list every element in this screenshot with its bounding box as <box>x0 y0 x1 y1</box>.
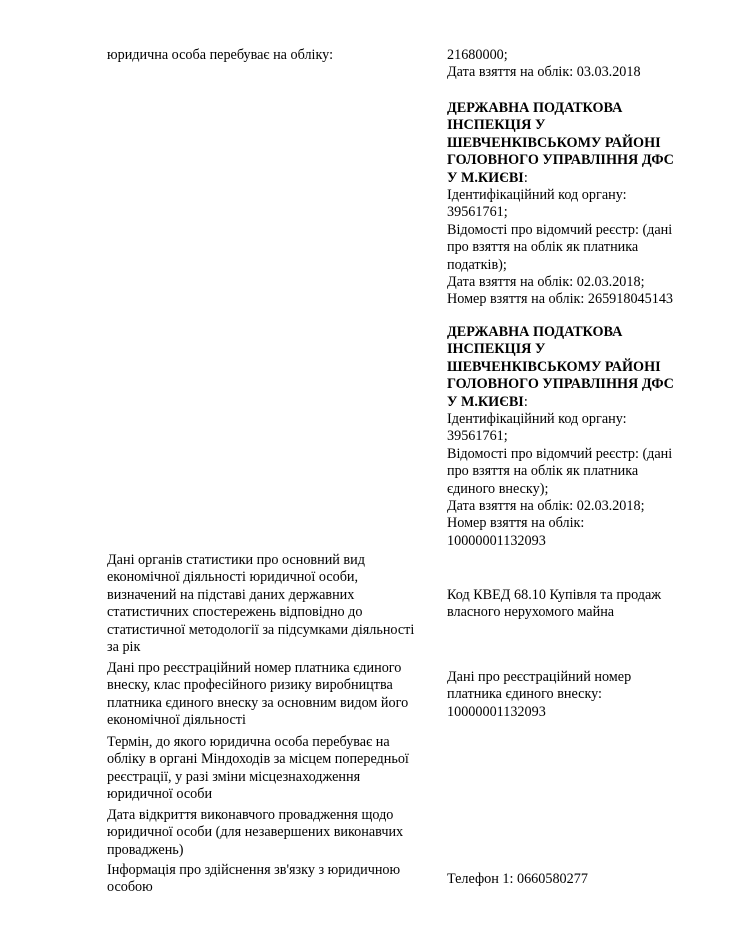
detail-line: Відомості про відомчий реєстр: (дані <box>447 445 673 462</box>
value-line: власного нерухомого майна <box>447 604 615 621</box>
label-line: юридична особа перебуває на обліку: <box>107 47 334 63</box>
authority-title-line: У М.КИЄВІ <box>447 169 524 186</box>
detail-line: Дата взяття на облік: 02.03.2018; <box>447 274 645 291</box>
label-line: Дані про реєстраційний номер платника єдиного <box>107 660 402 676</box>
detail-line: єдиного внеску); <box>447 480 549 497</box>
authority-title-colon: : <box>523 169 528 186</box>
authority-title-line: ІНСПЕКЦІЯ У <box>447 341 546 358</box>
label-line: юридичної особи <box>107 786 213 803</box>
label-line: статистичних спостережень відповідно до <box>107 604 363 621</box>
label-line: проваджень) <box>107 841 184 858</box>
label-line: статистичної методології за підсумками діяльності <box>107 621 415 638</box>
authority-info <box>447 324 707 550</box>
row-value <box>447 47 707 82</box>
authority-title-line: ДЕРЖАВНА ПОДАТКОВА <box>447 324 623 340</box>
value-line: Дані про реєстраційний номер <box>447 669 632 685</box>
row-label <box>107 807 437 859</box>
value-line: Дата взяття на облік: 03.03.2018 <box>447 64 641 81</box>
detail-line: Ідентифікаційний код органу: <box>447 187 627 204</box>
label-line: особою <box>107 879 153 896</box>
row-label <box>107 47 437 64</box>
detail-line: Дата взяття на облік: 02.03.2018; <box>447 498 645 515</box>
label-line: реєстрації, у разі зміни місцезнаходження <box>107 768 361 785</box>
detail-line: Номер взяття на облік: 265918045143 <box>447 291 674 308</box>
detail-line: Номер взяття на облік: <box>447 515 585 532</box>
authority-info <box>447 100 707 309</box>
authority-title-line: У М.КИЄВІ <box>447 393 524 410</box>
authority-title-line: ІНСПЕКЦІЯ У <box>447 117 546 134</box>
label-line: Дані органів статистики про основний вид <box>107 552 365 568</box>
authority-title-line: ДЕРЖАВНА ПОДАТКОВА <box>447 100 623 116</box>
detail-line: 10000001132093 <box>447 532 546 549</box>
value-line: 21680000; <box>447 47 508 63</box>
detail-line: Відомості про відомчий реєстр: (дані <box>447 221 673 238</box>
label-line: юридичної особи (для незавершених виконавчих <box>107 824 404 841</box>
label-line: Дата відкриття виконавчого провадження щодо <box>107 807 394 823</box>
detail-line: 39561761; <box>447 428 508 445</box>
row-label <box>107 734 437 804</box>
row-label <box>107 862 437 897</box>
row-label <box>107 660 437 730</box>
authority-title-line: ГОЛОВНОГО УПРАВЛІННЯ ДФС <box>447 152 674 169</box>
label-line: визначений на підставі даних державних <box>107 586 355 603</box>
detail-line: Ідентифікаційний код органу: <box>447 411 627 428</box>
value-line: Код КВЕД 68.10 Купівля та продаж <box>447 587 662 603</box>
detail-line: 39561761; <box>447 204 508 221</box>
authority-title-colon: : <box>523 393 528 410</box>
authority-title-line: ГОЛОВНОГО УПРАВЛІННЯ ДФС <box>447 376 674 393</box>
detail-line: про взяття на облік як платника <box>447 239 639 256</box>
row-value <box>447 587 707 622</box>
row-value <box>447 871 707 888</box>
value-line: 10000001132093 <box>447 703 546 720</box>
detail-line: про взяття на облік як платника <box>447 463 639 480</box>
label-line: економічної діяльності <box>107 712 246 729</box>
authority-title-line: ШЕВЧЕНКІВСЬКОМУ РАЙОНІ <box>447 134 661 151</box>
label-line: економічної діяльності юридичної особи, <box>107 569 359 586</box>
label-line: за рік <box>107 639 141 656</box>
label-line: обліку в органі Міндоходів за місцем попередньої <box>107 751 409 768</box>
label-line: платника єдиного внеску за основним видом його <box>107 694 409 711</box>
phone-value: Телефон 1: 0660580277 <box>447 871 588 887</box>
label-line: Термін, до якого юридична особа перебуває на <box>107 734 390 750</box>
row-value <box>447 669 707 721</box>
row-label <box>107 552 437 656</box>
label-line: внеску, клас професійного ризику виробництва <box>107 677 393 694</box>
authority-title-line: ШЕВЧЕНКІВСЬКОМУ РАЙОНІ <box>447 358 661 375</box>
label-line: Інформація про здійснення зв'язку з юридичною <box>107 862 401 878</box>
detail-line: податків); <box>447 256 507 273</box>
value-line: платника єдиного внеску: <box>447 686 602 703</box>
